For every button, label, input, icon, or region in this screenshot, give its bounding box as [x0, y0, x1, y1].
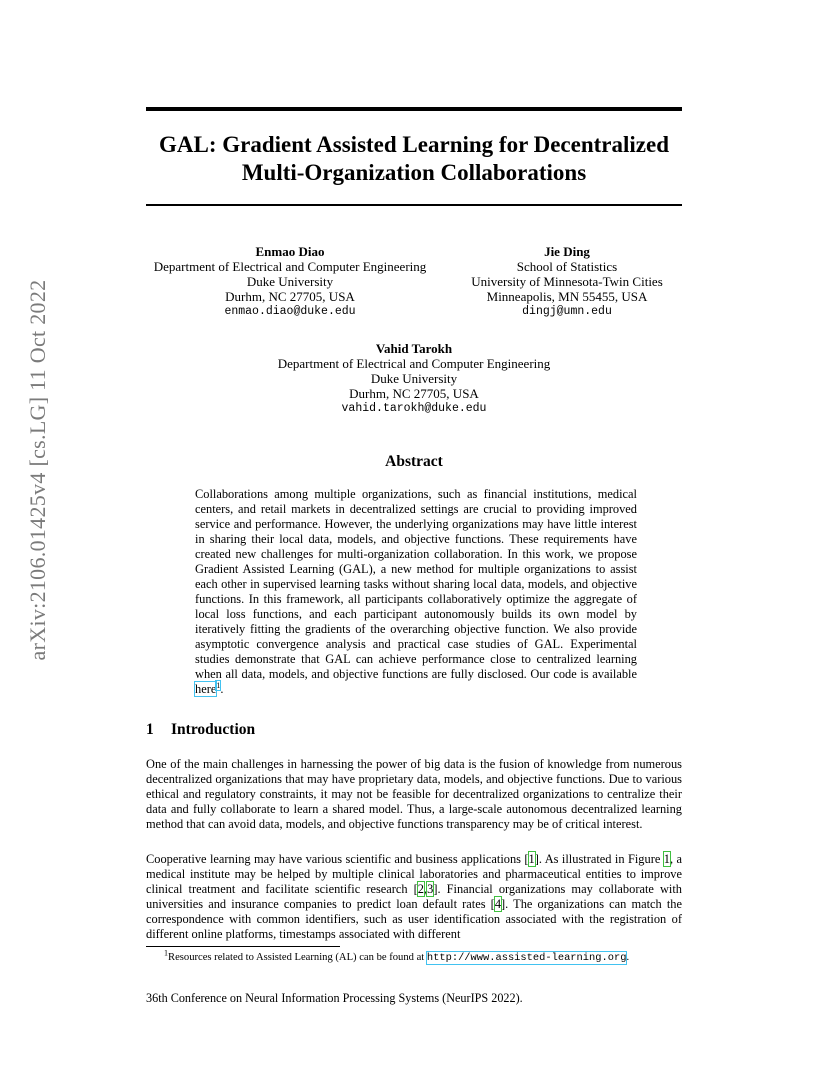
author-address: Durhm, NC 27705, USA [349, 386, 479, 401]
arxiv-stamp: arXiv:2106.01425v4 [cs.LG] 11 Oct 2022 [25, 279, 50, 661]
title-top-rule [146, 107, 682, 111]
author-name: Enmao Diao [255, 244, 325, 259]
footnote-text: Resources related to Assisted Learning (AL) can be found at [168, 952, 425, 963]
footnote [146, 948, 682, 965]
citation-separator: , [424, 881, 428, 896]
intro-paragraph-2 [146, 852, 682, 941]
citation-link[interactable]: 4 [494, 896, 502, 911]
section-number: 1 [146, 721, 154, 738]
footnote-mark-link[interactable]: 1 [216, 680, 221, 690]
abstract-text: Collaborations among multiple organizations, such as financial institutions, medical centers, and retail markets in decentralized settings are crucial to providing improved service and performance. However, the underlying organizations may have little interest in sharing their local data, models, and objective functions. These requirements have created new challenges for multi-organization collaboration. In this work, we propose Gradient Assisted Learning (GAL), a new method for multiple organizations to assist each other in supervised learning tasks without sharing local data, models, and objective functions. In this framework, all participants collaboratively optimize the aggregate of local loss functions, and each participant autonomously builds its own model by iteratively fitting the gradients of the overarching objective function. We also provide asymptotic convergence analysis and practical case studies of GAL. Experimental studies demonstrate that GAL can achieve performance close to centralized learning when all data, models, and objective functions are fully disclosed. Our code is available [195, 487, 637, 681]
author-address: Durhm, NC 27705, USA [225, 289, 355, 304]
title-line-1: GAL: Gradient Assisted Learning for Decentralized [159, 132, 669, 157]
citation-link[interactable]: 3 [427, 881, 434, 896]
paper-title [120, 131, 708, 187]
para2-text: ]. As illustrated in Figure [534, 852, 664, 866]
citation-link[interactable]: 1 [528, 852, 535, 866]
author-block-2 [452, 244, 682, 319]
footnote-end: . [626, 952, 630, 963]
para2-text: , a medical institute may be helped by multiple clinical laboratories and pharmaceutical entities to improve clinical treatment and facilitate scientific research [ [146, 852, 682, 896]
code-link[interactable]: here [195, 682, 217, 696]
abstract-heading: Abstract [385, 453, 443, 470]
citation-link[interactable]: 2 [417, 881, 424, 896]
section-title: Introduction [171, 721, 256, 738]
author-email[interactable]: dingj@umn.edu [522, 305, 612, 318]
author-institution: Duke University [370, 371, 458, 386]
author-email[interactable]: enmao.diao@duke.edu [224, 305, 356, 318]
footnote-rule [146, 946, 340, 947]
para2-text: Cooperative learning may have various scientific and business applications [ [146, 852, 529, 866]
title-line-2: Multi-Organization Collaborations [241, 160, 587, 185]
author-address: Minneapolis, MN 55455, USA [486, 289, 648, 304]
author-institution: Duke University [246, 274, 334, 289]
author-affiliation: Department of Electrical and Computer Engineering [153, 259, 427, 274]
abstract-body [195, 487, 637, 697]
conference-note: 36th Conference on Neural Information Processing Systems (NeurIPS 2022). [146, 991, 523, 1005]
author-affiliation: School of Statistics [516, 259, 618, 274]
para2-text: ]. Financial organizations may collaborate with universities and insurance companies to predict loan default rates [ [146, 881, 682, 911]
author-name: Jie Ding [544, 244, 590, 259]
figure-ref-link[interactable]: 1 [663, 852, 670, 866]
author-email[interactable]: vahid.tarokh@duke.edu [341, 402, 487, 415]
author-block-3 [230, 341, 598, 416]
author-block-1 [146, 244, 434, 319]
section-heading-introduction [146, 721, 255, 739]
footnote-mark: 1 [164, 948, 168, 958]
abstract-end: . [220, 682, 224, 696]
author-affiliation: Department of Electrical and Computer Engineering [277, 356, 551, 371]
intro-paragraph-1: One of the main challenges in harnessing the power of big data is the fusion of knowledge from numerous decentralized organizations that may have proprietary data, models, and objective functions. Due to various ethical and regulatory constraints, it may not be feasible for decentralized organizations to centralize their data and fully collaborate to learn a shared model. Thus, a large-scale autonomous decentralized learning method that can avoid data, models, and objective functions transparency may be of critical interest. [146, 757, 682, 831]
para2-text: ]. The organizations can match the correspondence with common identifiers, such as user identification associated with the registration of different online platforms, timestamps associated with different [146, 896, 682, 941]
title-bottom-rule [146, 204, 682, 206]
footnote-url-link[interactable]: http://www.assisted-learning.org [426, 952, 627, 964]
author-name: Vahid Tarokh [375, 341, 453, 356]
author-institution: University of Minnesota-Twin Cities [471, 274, 663, 289]
